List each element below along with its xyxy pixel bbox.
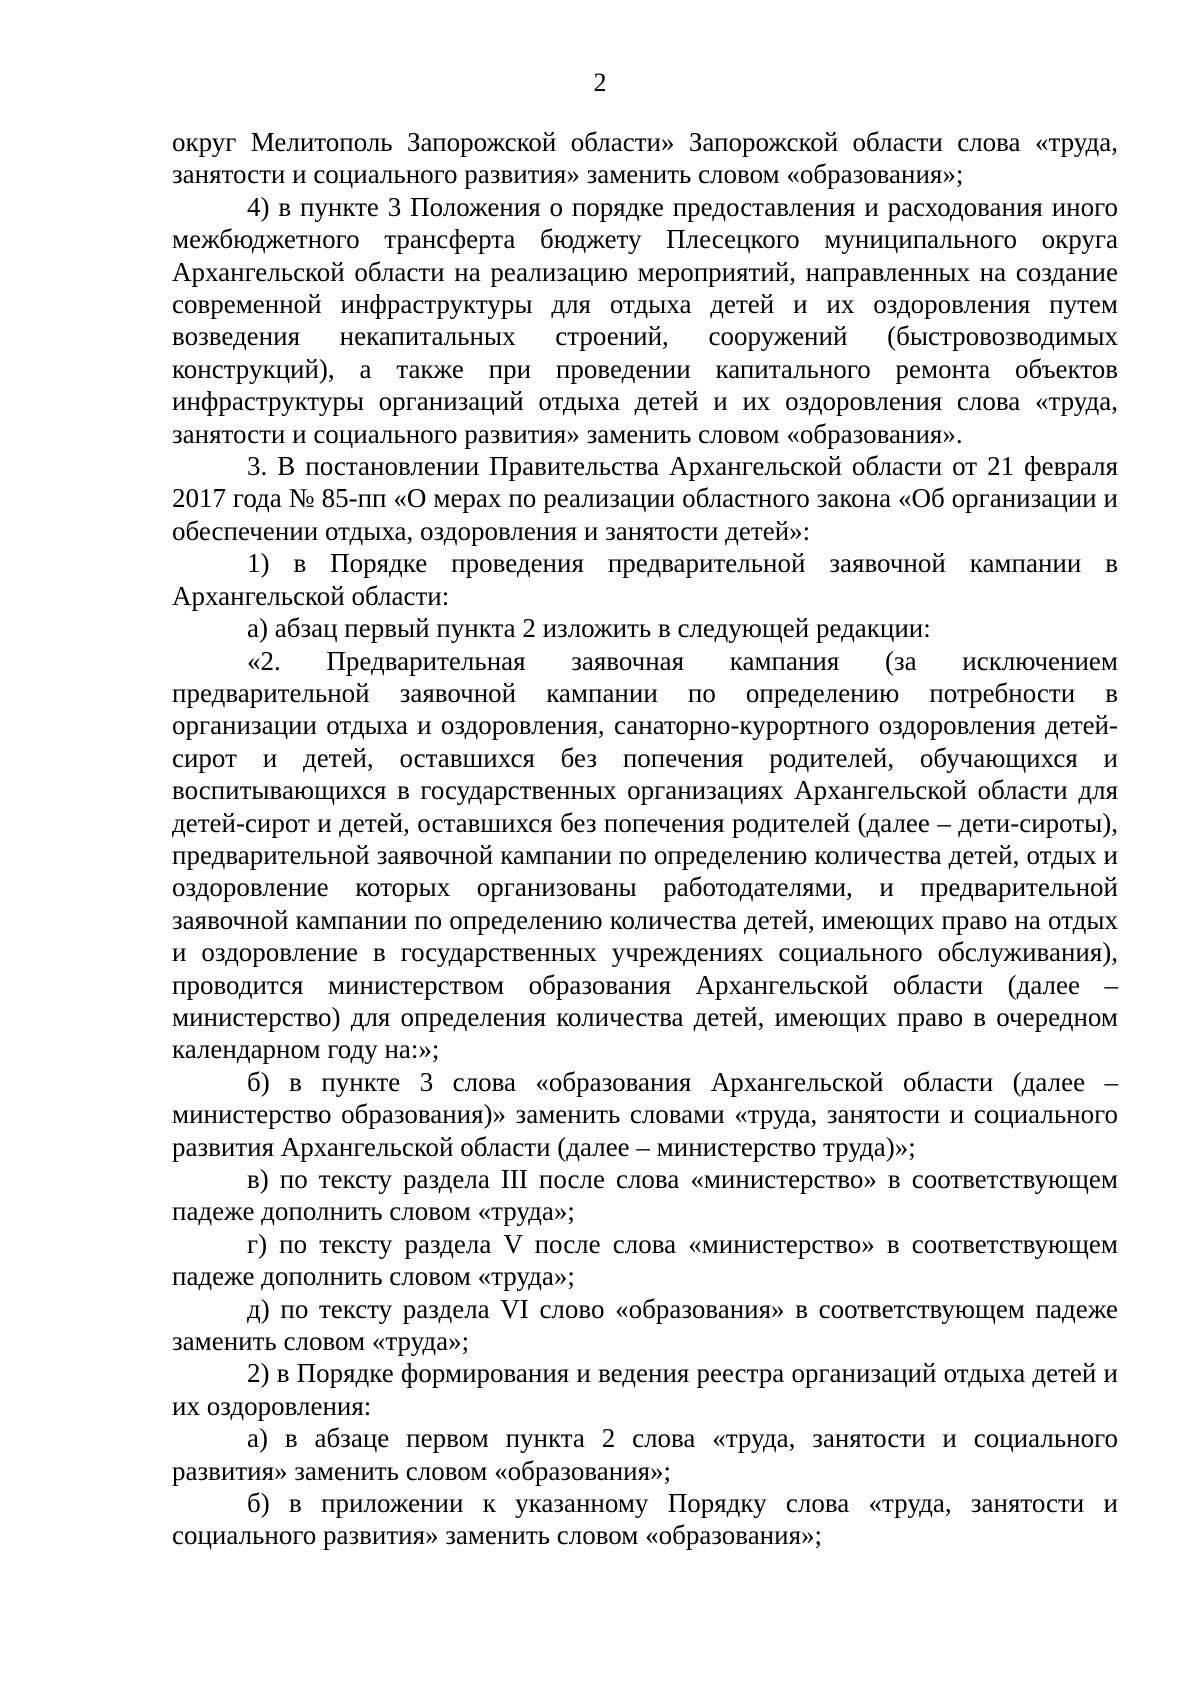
document-body bbox=[172, 126, 1118, 1552]
paragraph-item-1: 1) в Порядке проведения предварительной заявочной кампании в Архангельской области: bbox=[172, 548, 1118, 611]
paragraph-subitem-a-2: а) в абзаце первом пункта 2 слова «труда, занятости и социального развития» заменить словом «образования»; bbox=[172, 1423, 1118, 1486]
paragraph-subitem-b: б) в пункте 3 слова «образования Архангельской области (далее – министерство образования)» заменить словами «труда, занятости и социального развития Архангельской области (далее – министерство труда)»; bbox=[172, 1066, 1118, 1162]
paragraph-item-4: 4) в пункте 3 Положения о порядке предоставления и расходования иного межбюджетного трансферта бюджету Плесецкого муниципального округа Архангельской области на реализацию мероприятий, направленных на создание современной инфраструктуры для отдыха детей и их оздоровления путем возведения некапитальных строений, сооружений (быстровозводимых конструкций), а также при проведении капитального ремонта объектов инфраструктуры организаций отдыха детей и их оздоровления слова «труда, занятости и социального развития» заменить словом «образования». bbox=[172, 191, 1118, 449]
paragraph-subitem-g: г) по тексту раздела V после слова «министерство» в соответствующем падеже дополнить словом «труда»; bbox=[172, 1228, 1118, 1292]
paragraph-quoted-clause-2: «2. Предварительная заявочная кампания (за исключением предварительной заявочной кампании по определению потребности в организации отдыха и оздоровления, санаторно-курортного оздоровления детей-сирот и детей, оставшихся без попечения родителей, обучающихся и воспитывающихся в государственных организациях Архангельской области для детей-сирот и детей, оставшихся без попечения родителей (далее – дети-сироты), предварительной заявочной кампании по определению количества детей, отдых и оздоровление которых организованы работодателями, и предварительной заявочной кампании по определению количества детей, имеющих право на отдых и оздоровление в государственных учреждениях социального обслуживания), проводится министерством образования Архангельской области (далее – министерство) для определения количества детей, имеющих право в очередном календарном году на:»; bbox=[172, 645, 1118, 1065]
paragraph-subitem-a: а) абзац первый пункта 2 изложить в следующей редакции: bbox=[247, 613, 931, 644]
paragraph-continuation: округ Мелитополь Запорожской области» Запорожской области слова «труда, занятости и социального развития» заменить словом «образования»; bbox=[172, 127, 1118, 190]
paragraph-subitem-v: в) по тексту раздела III после слова «министерство» в соответствующем падеже дополнить словом «труда»; bbox=[172, 1164, 1118, 1227]
paragraph-subitem-b-2: б) в приложении к указанному Порядку слова «труда, занятости и социального развития» заменить словом «образования»; bbox=[172, 1488, 1118, 1551]
paragraph-subitem-d: д) по тексту раздела VI слово «образования» в соответствующем падеже заменить словом «труда»; bbox=[172, 1293, 1118, 1357]
paragraph-item-2: 2) в Порядке формирования и ведения реестра организаций отдыха детей и их оздоровления: bbox=[172, 1358, 1118, 1421]
page-number: 2 bbox=[593, 68, 607, 97]
paragraph-section-3: 3. В постановлении Правительства Архангельской области от 21 февраля 2017 года № 85-пп «О мерах по реализации областного закона «Об организации и обеспечении отдыха, оздоровления и занятости детей»: bbox=[172, 451, 1118, 546]
